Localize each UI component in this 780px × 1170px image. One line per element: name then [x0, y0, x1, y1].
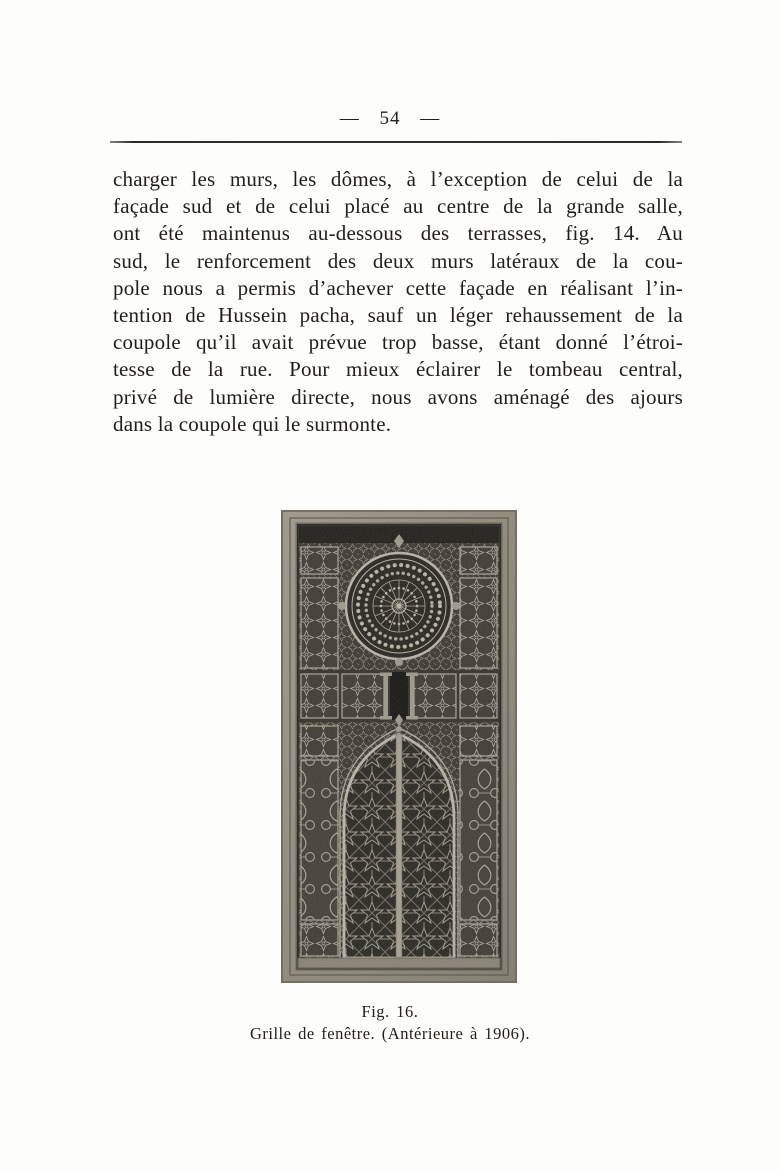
text-line: charger les murs, les dômes, à l’exception de celui de la [113, 167, 683, 191]
window-grille-illustration [281, 510, 517, 983]
body-paragraph [113, 166, 683, 438]
page-number: — 54 — [339, 108, 441, 129]
figure-caption [0, 1002, 780, 1044]
text-line: coupole qu’il avait prévue trop basse, étant donné l’étroi- [113, 330, 683, 355]
text-line: tesse de la rue. Pour mieux éclairer le tombeau central, [113, 357, 683, 382]
text-line: sud, le renforcement des deux murs latéraux de la cou- [113, 248, 683, 273]
figure-photo [281, 510, 517, 983]
text-line: pole nous a permis d’achever cette façade en réalisant l’in- [113, 275, 683, 300]
text-line: dans la coupole qui le surmonte. [113, 411, 392, 436]
header-rule [110, 141, 682, 143]
text-line: façade sud et de celui placé au centre de la grande salle, [113, 194, 683, 219]
figure-caption-text: Grille de fenêtre. (Antérieure à 1906). [249, 1024, 531, 1043]
text-line: privé de lumière directe, nous avons aménagé des ajours [113, 384, 683, 409]
text-line: tention de Hussein pacha, sauf un léger rehaussement de la [113, 303, 683, 328]
photo-grain-overlay [281, 510, 517, 983]
text-line: ont été maintenus au-dessous des terrasses, fig. 14. Au [113, 221, 683, 246]
figure-caption-number: Fig. 16. [361, 1002, 419, 1021]
